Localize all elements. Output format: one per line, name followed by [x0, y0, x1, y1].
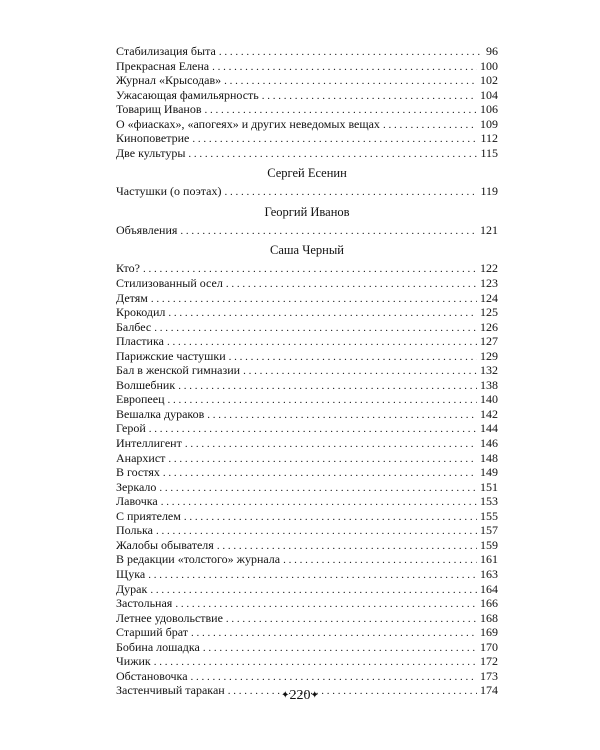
toc-entry[interactable]: [116, 640, 498, 655]
dot-leader: [191, 670, 477, 685]
toc-entry[interactable]: [116, 261, 498, 276]
toc-entry-title: Полька: [116, 523, 153, 538]
toc-entry[interactable]: [116, 363, 498, 378]
toc-entry-title: Две культуры: [116, 145, 186, 160]
toc-entry-title: Ужасающая фамильярность: [116, 87, 259, 102]
toc-entry[interactable]: [116, 407, 498, 422]
dot-leader: [205, 103, 477, 118]
toc-entry-title: В редакции «толстого» журнала: [116, 552, 281, 567]
toc-entry-page: 170: [480, 639, 498, 654]
toc-entry-page: 100: [480, 58, 498, 73]
dot-leader: [156, 524, 477, 539]
toc-entry-page: 119: [480, 184, 498, 199]
toc-entry-title: Кто?: [116, 261, 140, 276]
toc-entry-page: 129: [480, 348, 498, 363]
toc-entry-title: Детям: [116, 290, 148, 305]
toc-entry-page: 109: [480, 116, 498, 131]
toc-entry[interactable]: [116, 480, 498, 495]
toc-entry-page: 125: [480, 305, 498, 320]
toc-entry-title: Вешалка дураков: [116, 406, 205, 421]
toc-entry[interactable]: [116, 88, 498, 103]
toc-entry-title: Застенчивый таракан: [116, 683, 225, 698]
toc-entry[interactable]: [116, 334, 498, 349]
toc-entry[interactable]: [116, 378, 498, 393]
toc-entry-page: 166: [480, 596, 498, 611]
toc-entry[interactable]: [116, 465, 498, 480]
toc-entry-page: 172: [480, 654, 498, 669]
dot-leader: [184, 510, 477, 525]
toc-entry[interactable]: [116, 669, 498, 684]
toc-entry[interactable]: [116, 276, 498, 291]
toc-entry-page: 153: [480, 494, 498, 509]
toc-entry-page: 142: [480, 406, 498, 421]
toc-entry-title: О «фиасках», «апогеях» и других неведомых вещах: [116, 116, 380, 131]
section-author-heading: Георгий Иванов: [264, 204, 350, 219]
toc-entry-title: Летнее удовольствие: [116, 610, 223, 625]
toc-entry-page: 112: [480, 131, 498, 146]
dot-leader: [283, 553, 477, 568]
toc-entry-title: Чижик: [116, 654, 151, 669]
table-of-contents: [116, 44, 498, 698]
toc-entry-page: 121: [480, 222, 498, 237]
toc-entry-title: Парижские частушки: [116, 348, 226, 363]
dot-leader: [154, 655, 477, 670]
dot-leader: [143, 262, 477, 277]
dot-leader: [226, 612, 477, 627]
right-ornament-icon: ✦: [310, 690, 319, 701]
toc-entry-page: 102: [480, 73, 498, 88]
toc-entry[interactable]: [116, 102, 498, 117]
toc-entry-title: Застольная: [116, 596, 173, 611]
toc-entry-page: 163: [480, 566, 498, 581]
dot-leader: [163, 466, 477, 481]
toc-entry-title: Анархист: [116, 450, 166, 465]
toc-entry-page: 161: [480, 552, 498, 567]
toc-entry-page: 106: [480, 102, 498, 117]
toc-entry-page: 138: [480, 377, 498, 392]
left-ornament-icon: ✦: [281, 690, 290, 701]
toc-entry-title: Старший брат: [116, 625, 189, 640]
toc-entry-page: 140: [480, 392, 498, 407]
toc-entry-page: 155: [480, 508, 498, 523]
toc-entry[interactable]: [116, 523, 498, 538]
toc-entry[interactable]: [116, 654, 498, 669]
toc-entry[interactable]: [116, 421, 498, 436]
toc-entry[interactable]: [116, 59, 498, 74]
toc-entry[interactable]: [116, 291, 498, 306]
dot-leader: [150, 583, 477, 598]
toc-entry[interactable]: [116, 567, 498, 582]
toc-entry[interactable]: [116, 436, 498, 451]
toc-entry-page: 173: [480, 668, 498, 683]
toc-entry-page: 104: [480, 87, 498, 102]
toc-entry[interactable]: [116, 538, 498, 553]
toc-entry-page: 174: [480, 683, 498, 698]
toc-entry-page: 127: [480, 334, 498, 349]
toc-entry[interactable]: [116, 305, 498, 320]
section-author-heading: Сергей Есенин: [267, 166, 347, 181]
dot-leader: [180, 224, 477, 239]
toc-entry[interactable]: [116, 451, 498, 466]
toc-entry-title: Киноповетрие: [116, 131, 190, 146]
toc-entry[interactable]: [116, 494, 498, 509]
toc-entry-page: 157: [480, 523, 498, 538]
dot-leader: [154, 321, 477, 336]
toc-entry-title: Прекрасная Елена: [116, 58, 210, 73]
toc-entry[interactable]: [116, 131, 498, 146]
toc-entry-title: С приятелем: [116, 508, 181, 523]
toc-entry-title: Бобина лошадка: [116, 639, 200, 654]
toc-entry-title: Стабилизация быта: [116, 44, 216, 58]
dot-leader: [168, 452, 477, 467]
toc-entry-title: Объявления: [116, 222, 178, 237]
toc-entry[interactable]: [116, 552, 498, 567]
dot-leader: [224, 185, 477, 200]
toc-entry-page: 146: [480, 436, 498, 451]
toc-entry[interactable]: [116, 625, 498, 640]
toc-entry-title: Жалобы обывателя: [116, 537, 214, 552]
toc-entry[interactable]: [116, 509, 498, 524]
toc-entry-title: Обстановочка: [116, 668, 188, 683]
toc-entry-page: 164: [480, 581, 498, 596]
toc-entry[interactable]: [116, 117, 498, 132]
toc-entry-title: Щука: [116, 566, 146, 581]
toc-entry[interactable]: [116, 184, 498, 199]
dot-leader: [175, 597, 477, 612]
toc-entry[interactable]: [116, 582, 498, 597]
dot-leader: [149, 422, 477, 437]
toc-entry-page: 115: [480, 145, 498, 160]
dot-leader: [159, 481, 477, 496]
dot-leader: [178, 379, 477, 394]
toc-entry-title: Интеллигент: [116, 436, 182, 451]
dot-leader: [243, 364, 477, 379]
toc-entry[interactable]: [116, 596, 498, 611]
dot-leader: [224, 74, 477, 89]
dot-leader: [226, 277, 477, 292]
toc-entry[interactable]: [116, 349, 498, 364]
toc-entry-page: 168: [480, 610, 498, 625]
dot-leader: [167, 335, 477, 350]
dot-leader: [151, 292, 477, 307]
dot-leader: [212, 60, 477, 75]
dot-leader: [219, 45, 483, 60]
toc-entry-page: 144: [480, 421, 498, 436]
toc-entry-title: Балбес: [116, 319, 152, 334]
toc-entry-page: 96: [486, 44, 498, 58]
toc-entry[interactable]: [116, 146, 498, 161]
toc-entry-title: Стилизованный осел: [116, 276, 223, 291]
page-footer: [0, 688, 600, 704]
toc-entry-title: Пластика: [116, 334, 164, 349]
toc-entry-page: 122: [480, 261, 498, 276]
dot-leader: [229, 350, 477, 365]
toc-entry-page: 151: [480, 479, 498, 494]
toc-entry-title: Крокодил: [116, 305, 166, 320]
dot-leader: [217, 539, 477, 554]
toc-entry[interactable]: [116, 223, 498, 238]
dot-leader: [262, 89, 477, 104]
toc-entry-title: Герой: [116, 421, 146, 436]
toc-entry-title: Европеец: [116, 392, 165, 407]
toc-entry-title: Бал в женской гимназии: [116, 363, 241, 378]
section-author-heading: Саша Черный: [270, 243, 344, 258]
dot-leader: [383, 118, 477, 133]
toc-entry-page: 124: [480, 290, 498, 305]
toc-entry-title: Частушки (о поэтах): [116, 184, 222, 199]
toc-entry-title: Зеркало: [116, 479, 157, 494]
toc-entry[interactable]: [116, 611, 498, 626]
toc-entry-title: Лавочка: [116, 494, 158, 509]
toc-entry-page: 123: [480, 276, 498, 291]
dot-leader: [185, 437, 477, 452]
toc-entry-title: Журнал «Крысодав»: [116, 73, 222, 88]
toc-entry-page: 132: [480, 363, 498, 378]
dot-leader: [161, 495, 477, 510]
toc-entry[interactable]: [116, 73, 498, 88]
toc-entry-page: 149: [480, 465, 498, 480]
toc-entry-title: Дурак: [116, 581, 148, 596]
dot-leader: [188, 147, 477, 162]
toc-entry-page: 148: [480, 450, 498, 465]
dot-leader: [203, 641, 477, 656]
dot-leader: [168, 393, 478, 408]
toc-entry-page: 159: [480, 537, 498, 552]
toc-entry[interactable]: [116, 392, 498, 407]
dot-leader: [148, 568, 477, 583]
page-number: 220: [289, 688, 311, 703]
toc-entry-title: В гостях: [116, 465, 160, 480]
dot-leader: [168, 306, 477, 321]
toc-entry-title: Товарищ Иванов: [116, 102, 202, 117]
toc-entry[interactable]: [116, 44, 498, 59]
toc-entry-page: 126: [480, 319, 498, 334]
toc-entry[interactable]: [116, 320, 498, 335]
dot-leader: [191, 626, 477, 641]
toc-entry-title: Волшебник: [116, 377, 176, 392]
dot-leader: [192, 132, 477, 147]
toc-entry-page: 169: [480, 625, 498, 640]
dot-leader: [207, 408, 477, 423]
